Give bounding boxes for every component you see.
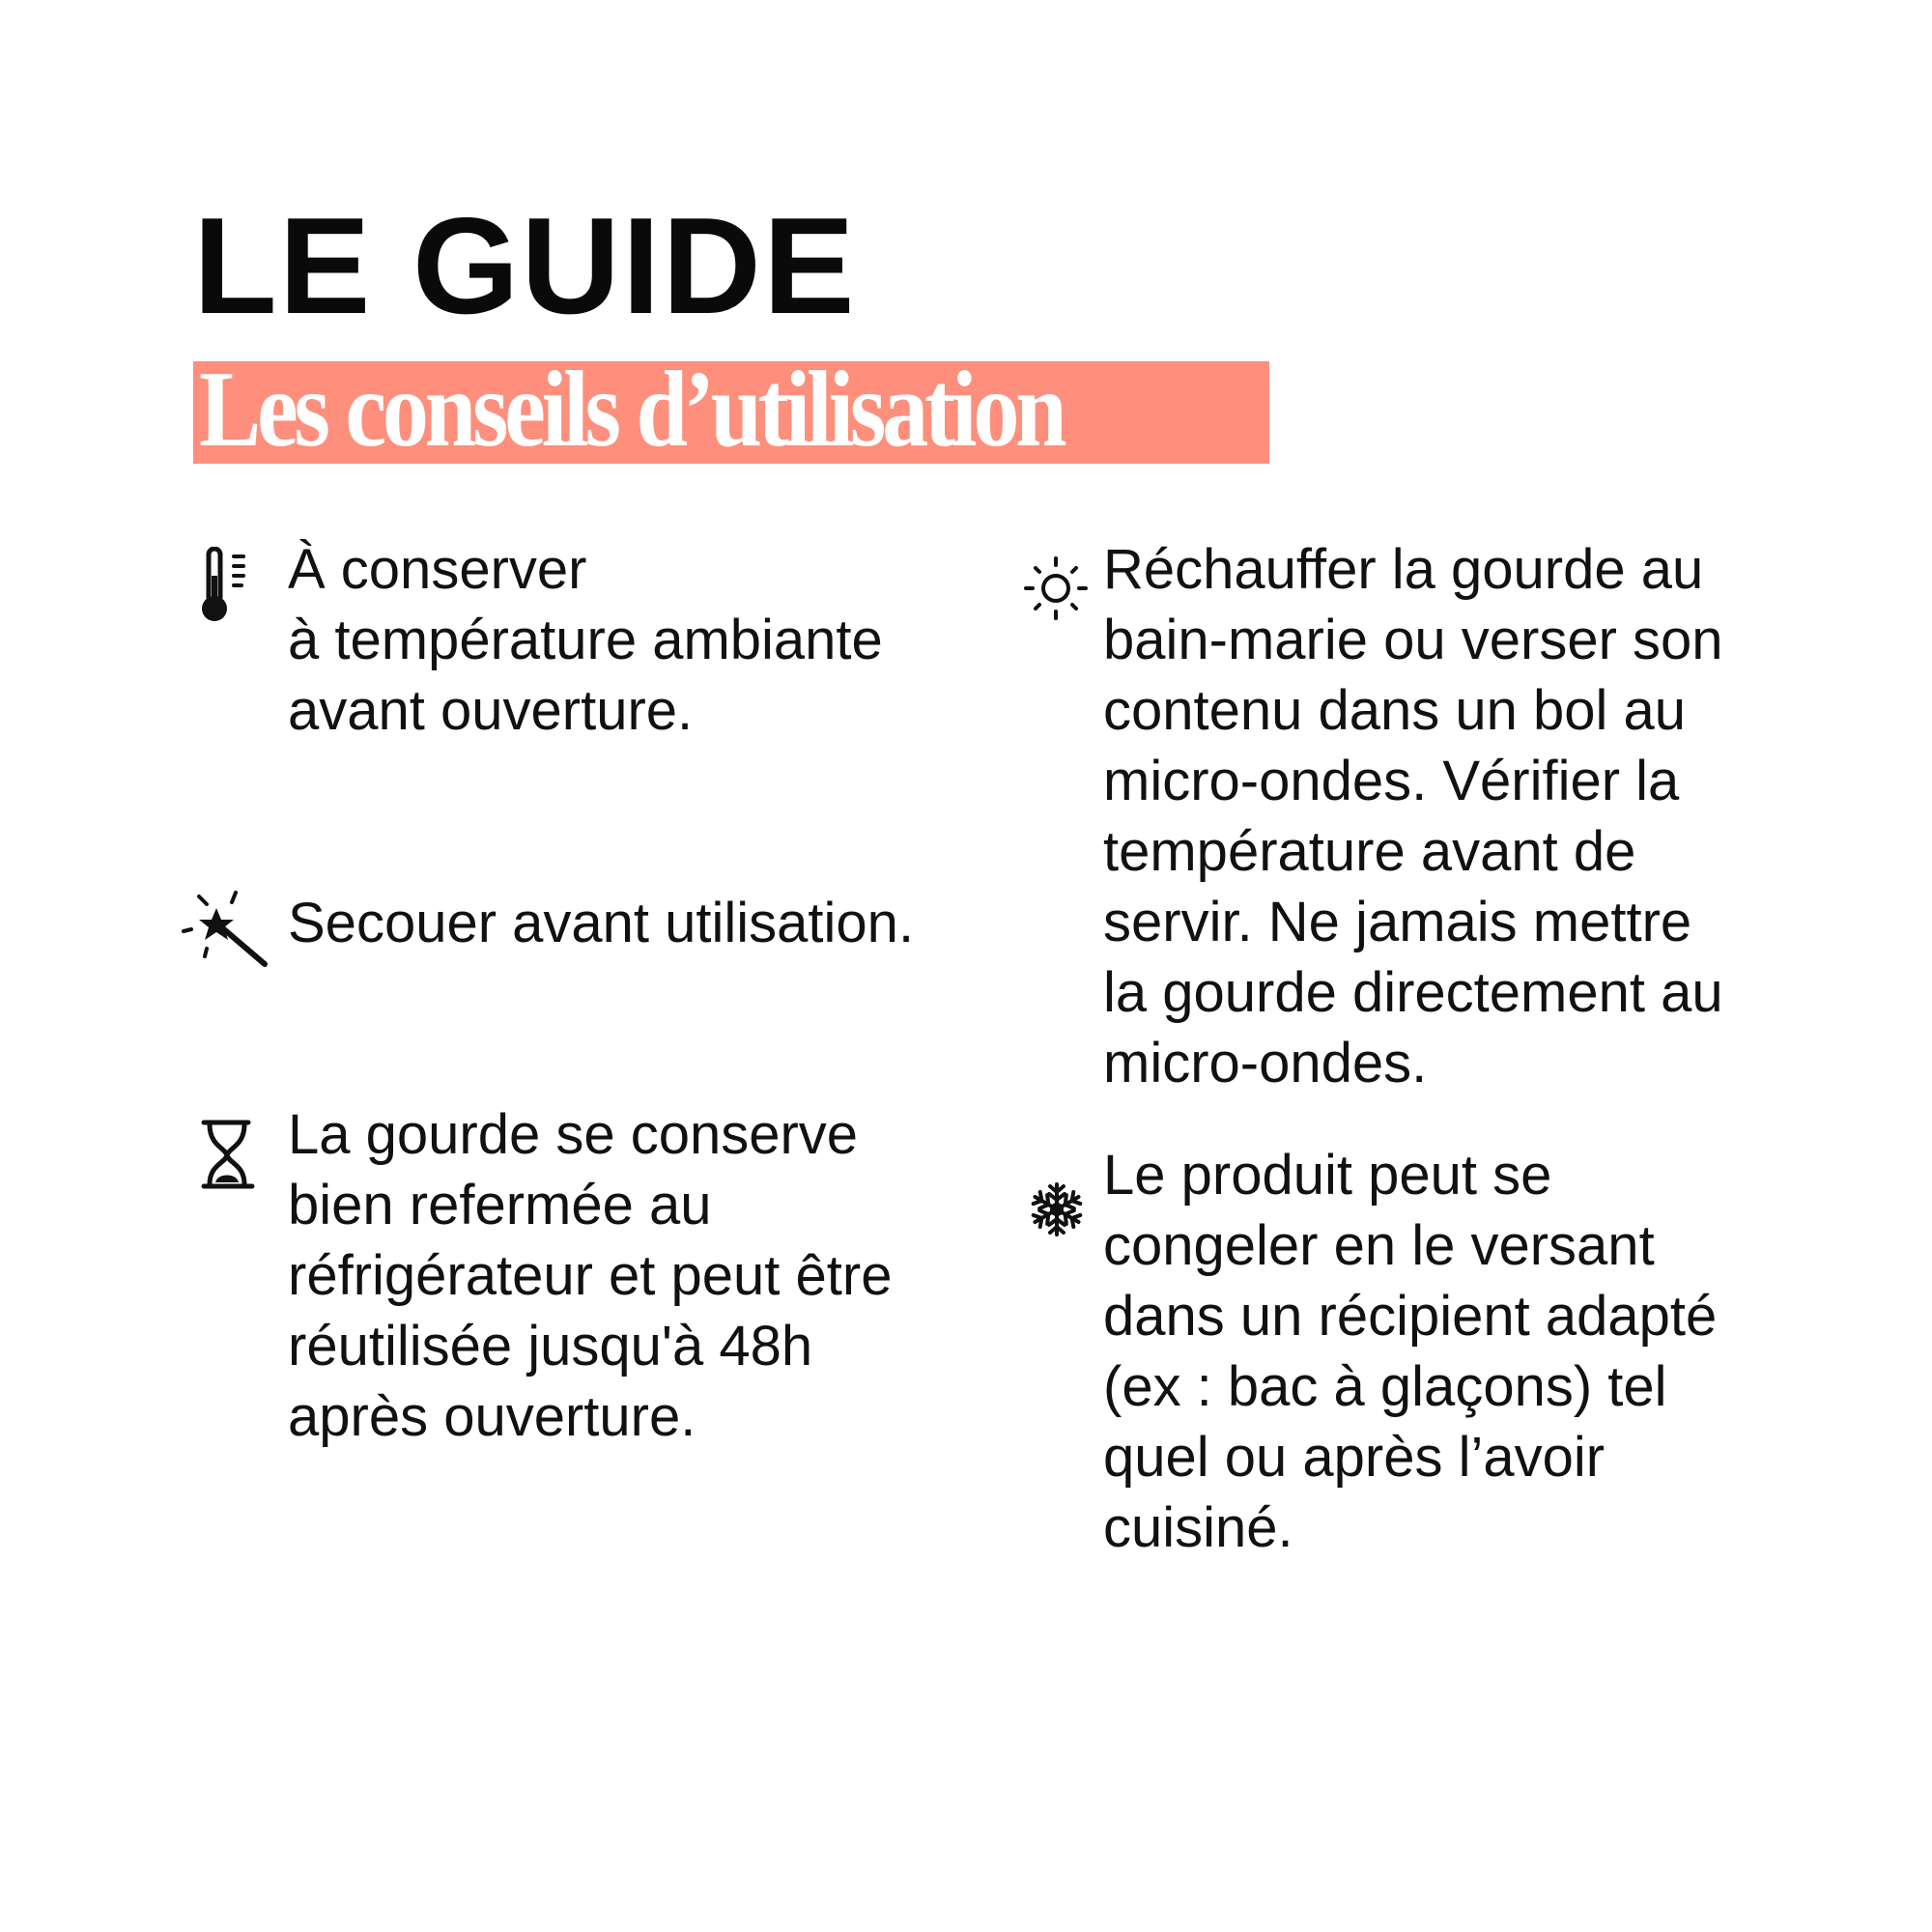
tip-storage: À conserver à température ambiante avant ouverture. — [288, 538, 883, 742]
tip-freeze: Le produit peut se congeler en le versant dans un récipient adapté (ex : bac à glaçons) tel quel ou après l’avoir cuisiné. — [1103, 1144, 1718, 1559]
tip-shake: Secouer avant utilisation. — [288, 892, 915, 954]
hourglass-icon — [198, 1119, 256, 1192]
magic-wand-icon — [180, 891, 271, 968]
sun-icon — [1024, 556, 1088, 620]
subtitle-banner — [193, 361, 1269, 464]
page-title: LE GUIDE — [193, 189, 857, 343]
tip-refrigerate: La gourde se conserve bien refermée au réfrigérateur et peut être réutilisée jusqu'à 48h après ouverture. — [288, 1103, 893, 1448]
snowflake-icon — [1030, 1182, 1084, 1236]
tip-warm: Réchauffer la gourde au bain-marie ou verser son contenu dans un bol au micro-ondes. Vérifier la température avant de servir. Ne jamais mettre la gourde directement au micro-ondes. — [1103, 538, 1723, 1094]
page-subtitle: Les conseils d’utilisation — [199, 361, 1064, 464]
thermometer-icon — [199, 547, 257, 624]
